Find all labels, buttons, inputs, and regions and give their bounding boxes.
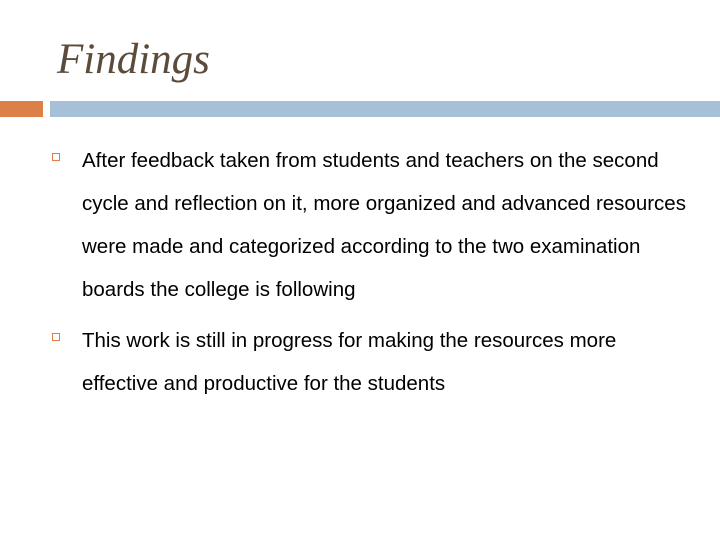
slide-title: Findings <box>57 36 210 83</box>
title-rule-bar <box>50 101 720 117</box>
bullet-item <box>52 319 692 405</box>
square-bullet-icon <box>52 333 60 341</box>
title-accent-bar <box>0 101 43 117</box>
bullet-item <box>52 139 692 311</box>
bullet-text: This work is still in progress for making the resources more effective and productive for the students <box>82 329 617 395</box>
square-bullet-icon <box>52 153 60 161</box>
bullet-text: After feedback taken from students and teachers on the second cycle and reflection on it, more organized and advanced resources were made and categorized according to the two examination boards the college is following <box>82 149 686 301</box>
bullet-list <box>52 139 692 413</box>
